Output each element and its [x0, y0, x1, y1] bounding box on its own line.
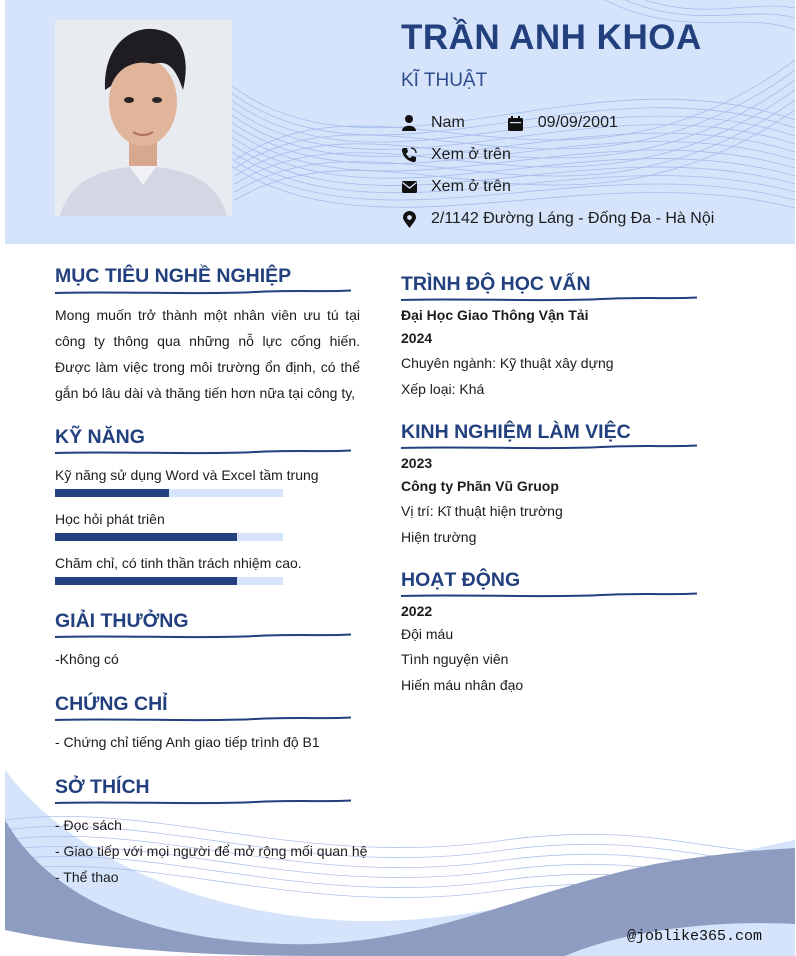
skill-bar-fill — [55, 489, 169, 497]
skill-label: Chăm chỉ, có tinh thần trách nhiệm cao. — [55, 555, 302, 571]
objective-title: MỤC TIÊU NGHỀ NGHIỆP — [55, 265, 292, 287]
skills-underline — [55, 448, 351, 456]
skill-label: Kỹ năng sử dụng Word và Excel tầm trung — [55, 467, 319, 483]
address-row — [401, 210, 714, 228]
experience-company: Công ty Phãn Vũ Gruop — [401, 478, 559, 494]
profile-photo — [55, 20, 232, 216]
phone-icon — [401, 146, 417, 164]
hobby-item: - Giao tiếp với mọi người để mở rộng mối quan hệ — [55, 843, 368, 859]
experience-title: KINH NGHIỆM LÀM VIỆC — [401, 421, 631, 443]
avatar — [55, 20, 232, 216]
user-icon — [401, 114, 417, 132]
education-year: 2024 — [401, 330, 433, 346]
skill-bar-fill — [55, 533, 237, 541]
map-pin-icon — [401, 210, 417, 228]
experience-underline — [401, 443, 697, 451]
activity-item: Đội máu — [401, 626, 454, 642]
certificates-text: - Chứng chỉ tiếng Anh giao tiếp trình độ B1 — [55, 734, 320, 750]
phone-value: Xem ở trên — [431, 146, 511, 163]
activities-title: HOẠT ĐỘNG — [401, 569, 521, 591]
skill-bar — [55, 577, 283, 585]
skill-bar — [55, 533, 283, 541]
activity-item: Hiến máu nhân đạo — [401, 677, 524, 693]
skill-bar-fill — [55, 577, 237, 585]
education-rank: Xếp loại: Khá — [401, 381, 485, 397]
candidate-name: TRẦN ANH KHOA — [401, 18, 702, 57]
gender-row — [401, 114, 618, 132]
email-value: Xem ở trên — [431, 178, 511, 195]
skills-title: KỸ NĂNG — [55, 426, 145, 448]
certificates-title: CHỨNG CHỈ — [55, 693, 168, 715]
experience-year: 2023 — [401, 455, 433, 471]
experience-position: Vị trí: Kĩ thuật hiện trường — [401, 503, 563, 519]
email-row — [401, 178, 511, 196]
objective-underline — [55, 288, 351, 296]
awards-text: -Không có — [55, 651, 119, 667]
header-band — [5, 0, 795, 244]
skill-label: Học hỏi phát triên — [55, 511, 165, 527]
awards-underline — [55, 632, 351, 640]
hobbies-underline — [55, 798, 351, 806]
education-major: Chuyên ngành: Kỹ thuật xây dựng — [401, 355, 614, 371]
hobbies-title: SỞ THÍCH — [55, 776, 150, 798]
hobby-item: - Đọc sách — [55, 817, 122, 833]
calendar-icon — [508, 114, 524, 132]
gender-value: Nam — [431, 114, 465, 131]
envelope-icon — [401, 178, 417, 196]
activities-underline — [401, 591, 697, 599]
watermark: @joblike365.com — [627, 928, 763, 945]
phone-row — [401, 146, 511, 164]
activity-item: Tình nguyện viên — [401, 651, 509, 667]
address-value: 2/1142 Đường Láng - Đống Đa - Hà Nội — [431, 210, 715, 227]
resume-page — [5, 0, 795, 956]
activities-year: 2022 — [401, 603, 433, 619]
awards-title: GIẢI THƯỞNG — [55, 610, 189, 632]
experience-detail: Hiện trường — [401, 529, 477, 545]
candidate-role: KĨ THUẬT — [401, 70, 488, 91]
skill-bar — [55, 489, 283, 497]
objective-text: Mong muốn trở thành một nhân viên ưu tú tại công ty thông qua những nỗ lực cống hiến. Được làm việc trong môi trường ổn định, có thể gắn bó lâu dài và thăng tiến hơn nữa tại công ty, — [55, 307, 360, 401]
education-underline — [401, 295, 697, 303]
education-school: Đại Học Giao Thông Vận Tải — [401, 307, 589, 323]
birthdate-value: 09/09/2001 — [537, 114, 618, 131]
education-title: TRÌNH ĐỘ HỌC VẤN — [401, 273, 591, 295]
hobby-item: - Thể thao — [55, 869, 119, 885]
certificates-underline — [55, 715, 351, 723]
